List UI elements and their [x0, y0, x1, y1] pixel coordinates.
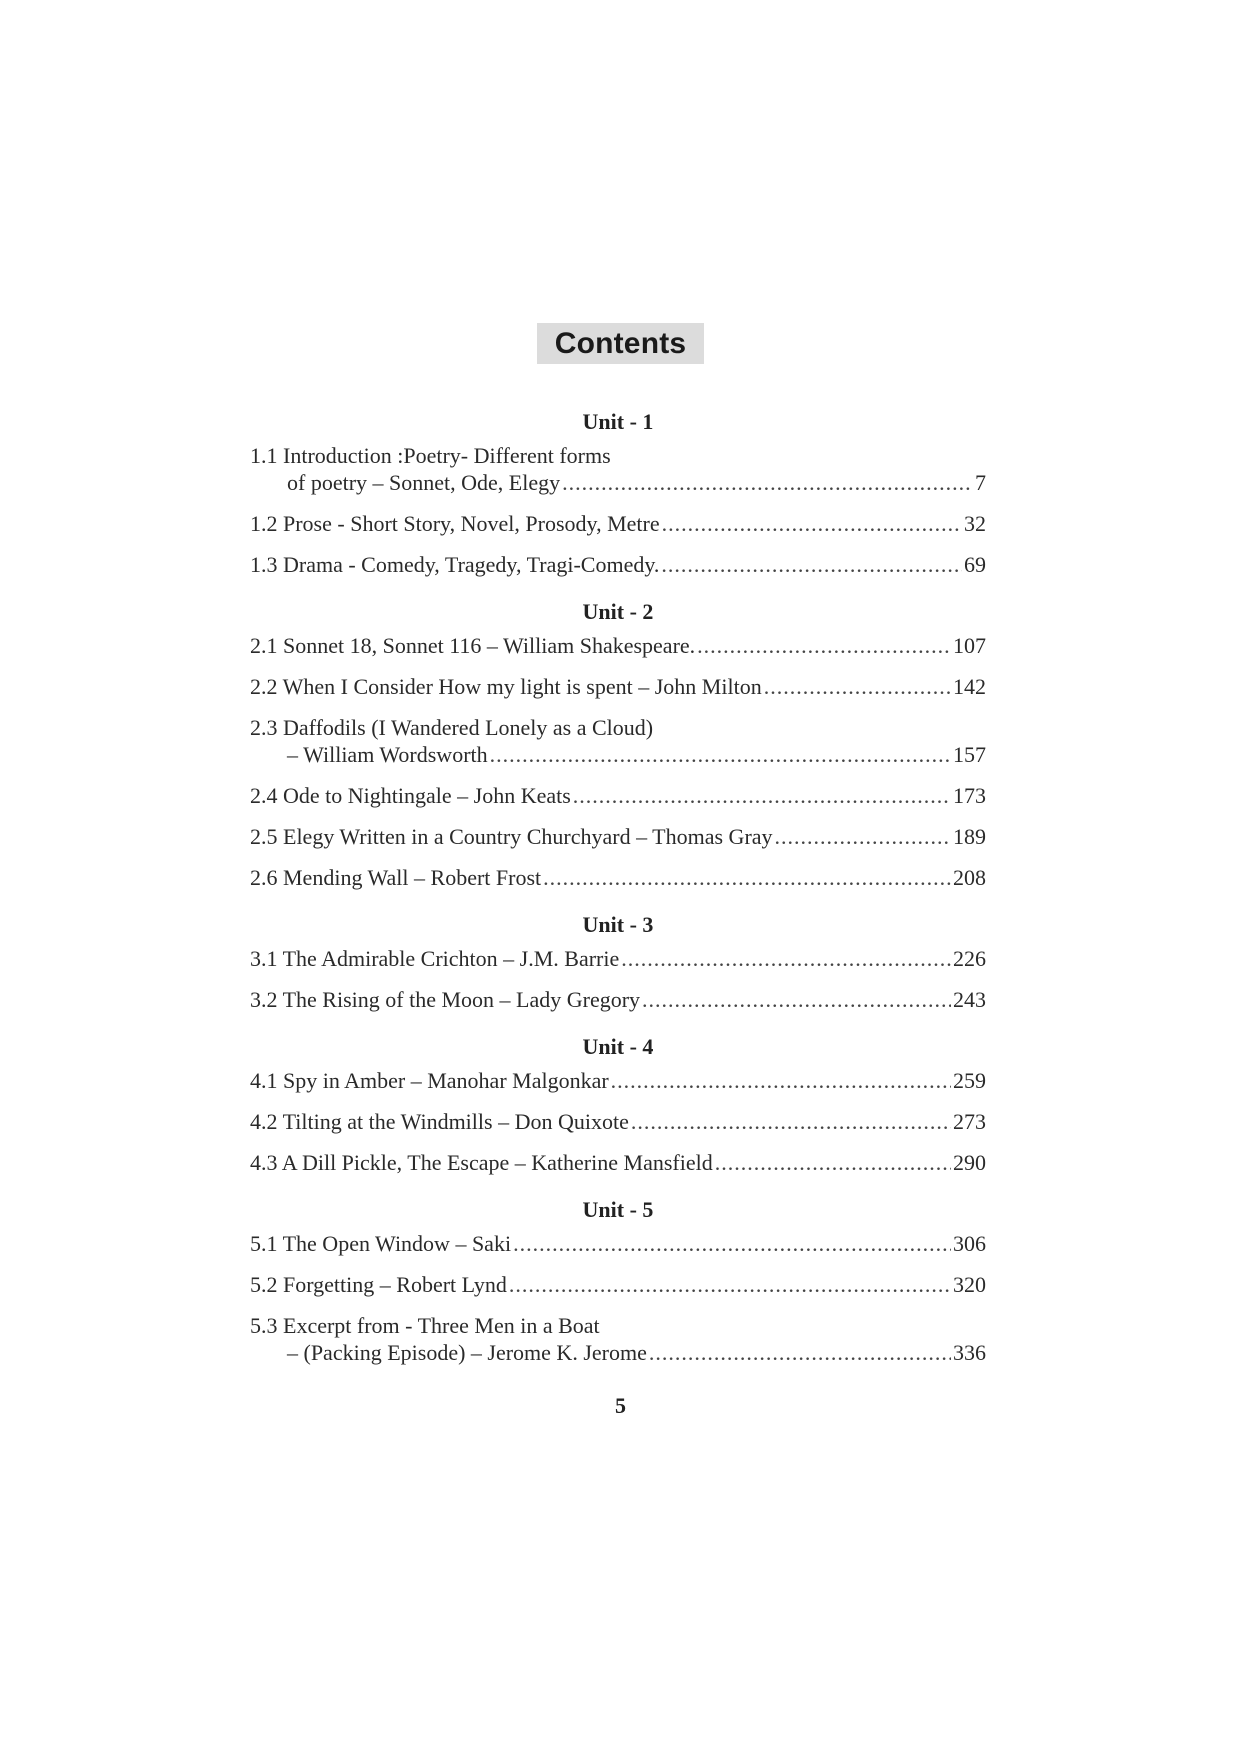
dot-leader [562, 469, 973, 496]
toc-entry-title: – William Wordsworth [287, 742, 488, 767]
toc-entry-title: 2.2 When I Consider How my light is spent – John Milton [250, 674, 762, 699]
dot-leader [490, 741, 951, 768]
toc-entry-title: 2.6 Mending Wall – Robert Frost [250, 865, 542, 890]
toc-entry-title: 4.1 Spy in Amber – Manohar Malgonkar [250, 1068, 609, 1093]
toc-entry-title: 5.1 The Open Window – Saki [250, 1231, 512, 1256]
page-title: Contents [537, 323, 705, 364]
toc-entry-line [250, 1230, 986, 1257]
toc-entry-title: of poetry – Sonnet, Ode, Elegy [287, 470, 561, 495]
toc-page-number: 259 [953, 1068, 986, 1093]
toc-entry-title: 1.2 Prose - Short Story, Novel, Prosody, Metre [250, 511, 660, 536]
page-number: 5 [615, 1393, 626, 1418]
toc-entry-title: 5.2 Forgetting – Robert Lynd [250, 1272, 507, 1297]
toc-entry-title: 1.3 Drama - Comedy, Tragedy, Tragi-Comedy. [250, 552, 660, 577]
toc-entry-title: – (Packing Episode) – Jerome K. Jerome [287, 1340, 647, 1365]
toc-entry[interactable] [250, 551, 986, 578]
toc-entry-line [250, 1339, 986, 1366]
dot-leader [697, 632, 951, 659]
toc-entry[interactable] [250, 673, 986, 700]
table-of-contents [250, 402, 986, 1380]
dot-leader [662, 510, 962, 537]
dot-leader [715, 1149, 951, 1176]
toc-page-number: 226 [953, 946, 986, 971]
toc-page-number: 208 [953, 865, 986, 890]
toc-entry-line [250, 782, 986, 809]
toc-entry-line [250, 714, 986, 741]
toc-entry[interactable] [250, 945, 986, 972]
toc-entry[interactable] [250, 782, 986, 809]
toc-entry-line [250, 1108, 986, 1135]
toc-page-number: 189 [953, 824, 986, 849]
toc-entry[interactable] [250, 1271, 986, 1298]
dot-leader [642, 986, 951, 1013]
toc-entry[interactable] [250, 1230, 986, 1257]
toc-entry[interactable] [250, 823, 986, 850]
toc-page-number: 157 [953, 742, 986, 767]
unit-heading: Unit - 5 [582, 1197, 654, 1222]
dot-leader [543, 864, 951, 891]
toc-entry-title: 4.2 Tilting at the Windmills – Don Quixote [250, 1109, 629, 1134]
toc-entry-title: 2.4 Ode to Nightingale – John Keats [250, 783, 571, 808]
toc-entry[interactable] [250, 1149, 986, 1176]
toc-entry-line [250, 1271, 986, 1298]
toc-entry-line [250, 632, 986, 659]
dot-leader [661, 551, 962, 578]
dot-leader [649, 1339, 951, 1366]
toc-entry[interactable] [250, 714, 986, 768]
dot-leader [764, 673, 951, 700]
toc-page-number: 273 [953, 1109, 986, 1134]
dot-leader [509, 1271, 951, 1298]
dot-leader [775, 823, 951, 850]
toc-entry-line [250, 469, 986, 496]
toc-entry-line [250, 823, 986, 850]
toc-entry[interactable] [250, 986, 986, 1013]
toc-entry-title: 2.1 Sonnet 18, Sonnet 116 – William Shakespeare. [250, 633, 696, 658]
toc-entry-line [250, 864, 986, 891]
dot-leader [621, 945, 951, 972]
toc-entry-line [250, 551, 986, 578]
unit-heading: Unit - 3 [582, 912, 654, 937]
toc-entry[interactable] [250, 632, 986, 659]
toc-page-number: 336 [953, 1340, 986, 1365]
toc-entry-line [250, 1149, 986, 1176]
toc-entry[interactable] [250, 864, 986, 891]
toc-page-number: 32 [964, 511, 986, 536]
unit-heading: Unit - 4 [582, 1034, 654, 1059]
toc-entry-title: 5.3 Excerpt from - Three Men in a Boat [250, 1313, 600, 1338]
dot-leader [611, 1067, 951, 1094]
toc-page-number: 142 [953, 674, 986, 699]
dot-leader [513, 1230, 951, 1257]
toc-entry-line [250, 741, 986, 768]
toc-entry-title: 4.3 A Dill Pickle, The Escape – Katherine Mansfield [250, 1150, 713, 1175]
toc-entry-title: 1.1 Introduction :Poetry- Different forms [250, 443, 611, 468]
toc-entry-line [250, 442, 986, 469]
toc-entry[interactable] [250, 1312, 986, 1366]
toc-page-number: 69 [964, 552, 986, 577]
toc-page-number: 173 [953, 783, 986, 808]
toc-entry[interactable] [250, 1067, 986, 1094]
toc-page-number: 107 [953, 633, 986, 658]
dot-leader [631, 1108, 951, 1135]
toc-page-number: 320 [953, 1272, 986, 1297]
toc-entry-title: 3.2 The Rising of the Moon – Lady Gregory [250, 987, 641, 1012]
dot-leader [573, 782, 951, 809]
toc-entry-line [250, 945, 986, 972]
toc-entry[interactable] [250, 510, 986, 537]
toc-page-number: 306 [953, 1231, 986, 1256]
toc-page-number: 7 [975, 470, 986, 495]
toc-entry-title: 2.3 Daffodils (I Wandered Lonely as a Cloud) [250, 715, 654, 740]
unit-heading: Unit - 2 [582, 599, 654, 624]
toc-entry-line [250, 673, 986, 700]
toc-page-number: 243 [953, 987, 986, 1012]
toc-entry-line [250, 1312, 986, 1339]
toc-entry-title: 2.5 Elegy Written in a Country Churchyard – Thomas Gray [250, 824, 773, 849]
toc-entry[interactable] [250, 442, 986, 496]
toc-entry-title: 3.1 The Admirable Crichton – J.M. Barrie [250, 946, 620, 971]
toc-entry-line [250, 510, 986, 537]
toc-entry-line [250, 1067, 986, 1094]
toc-entry-line [250, 986, 986, 1013]
toc-entry[interactable] [250, 1108, 986, 1135]
page-title-container [0, 323, 1241, 364]
unit-heading: Unit - 1 [582, 409, 654, 434]
toc-page-number: 290 [953, 1150, 986, 1175]
